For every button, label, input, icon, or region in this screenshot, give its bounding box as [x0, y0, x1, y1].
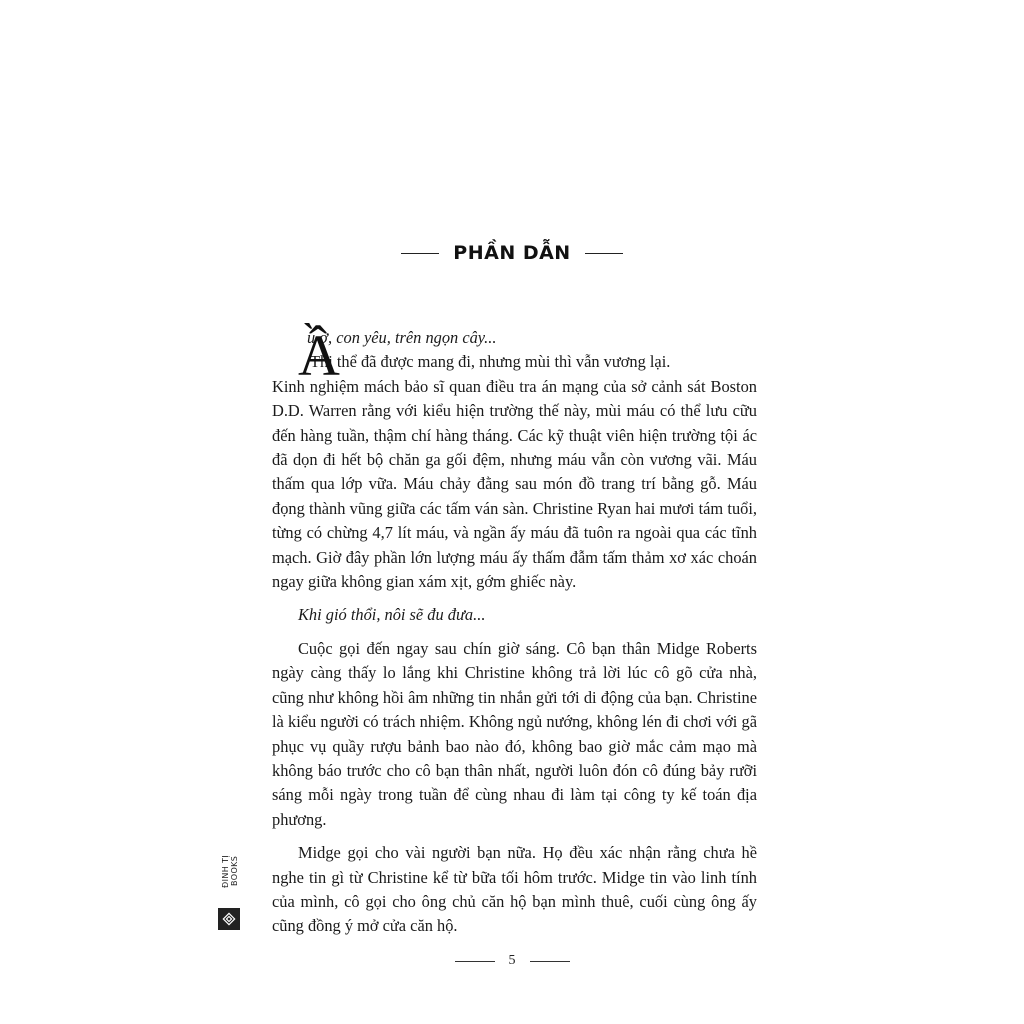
publisher-logo-icon — [218, 908, 240, 930]
italic-verse: Khi gió thổi, nôi sẽ đu đưa... — [298, 605, 486, 625]
publisher-mark — [218, 842, 242, 932]
opening-line: Thi thể đã được mang đi, nhưng mùi thì vẫn vương lại. — [310, 352, 671, 372]
heading-rule-left — [401, 253, 439, 254]
publisher-name: ĐINH TỊ BOOKS — [221, 854, 239, 888]
page-footer — [0, 953, 1024, 969]
drop-cap: Ầ — [298, 323, 340, 388]
paragraph-2: Cuộc gọi đến ngay sau chín giờ sáng. Cô bạn thân Midge Roberts ngày càng thấy lo lắng khi Christine không trả lời lúc cô gõ cửa nhà, cũng như không hồi âm những tin nhắn gửi tới di động của bạn. Christine là kiểu người có trách nhiệm. Không ngủ nướng, không lén đi chơi với gã phục vụ quầy rượu bảnh bao nào đó, không bao giờ mắc cảm mạo mà không báo trước cho cô bạn thân nhất, người luôn đón cô đúng bảy rưỡi sáng mỗi ngày trong tuần để cùng nhau đi làm tại công ty kế toán địa phương. — [272, 638, 757, 829]
footer-rule-right — [530, 961, 570, 962]
heading-rule-right — [585, 253, 623, 254]
footer-rule-left — [455, 961, 495, 962]
opening-verse: u ơ, con yêu, trên ngọn cây... — [307, 328, 497, 347]
chapter-title: PHẦN DẪN — [453, 242, 571, 264]
chapter-heading — [0, 242, 1024, 264]
paragraph-1-body: Kinh nghiệm mách bảo sĩ quan điều tra án mạng của sở cảnh sát Boston D.D. Warren rằng với kiểu hiện trường thế này, mùi máu có thể lưu cữu đến hàng tuần, thậm chí hàng tháng. Các kỹ thuật viên hiện trường tội ác đã dọn đi hết bộ chăn ga gối đệm, nhưng máu vẫn còn vương vãi. Máu thấm qua lớp vữa. Máu chảy đằng sau món đồ trang trí bằng gỗ. Máu đọng thành vũng giữa các tấm ván sàn. Christine Ryan hai mươi tám tuổi, từng có chừng 4,7 lít máu, và ngần ấy máu đã tuôn ra ngoài qua các tĩnh mạch. Giờ đây phần lớn lượng máu ấy thấm đẫm tấm thảm xơ xác choán ngay giữa không gian xám xịt, gớm ghiếc này. — [272, 376, 757, 592]
body-text — [272, 323, 757, 939]
opening-paragraph — [272, 323, 757, 594]
page-number: 5 — [508, 953, 516, 968]
paragraph-3: Midge gọi cho vài người bạn nữa. Họ đều xác nhận rằng chưa hề nghe tin gì từ Christine kể từ bữa tối hôm trước. Midge tin vào linh tính của mình, cô gọi cho ông chủ căn hộ bạn mình thuê, cuối cùng ông ấy cũng đồng ý mở cửa căn hộ. — [272, 843, 757, 936]
